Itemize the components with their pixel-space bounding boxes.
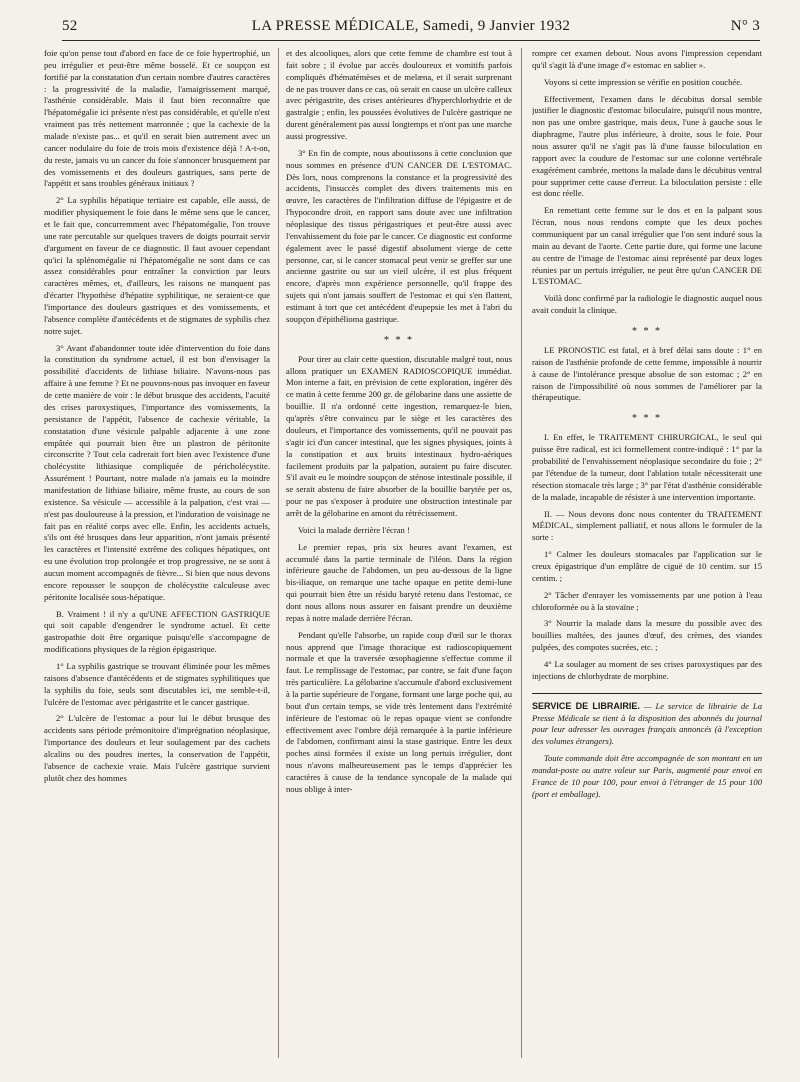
paragraph: Pour tirer au clair cette question, discutable malgré tout, nous allons pratiquer un EXAMEN RADIOSCOPIQUE immédiat. Mon interne a fait, en prévision de cette exploration, ingérer dès ce matin à cette femme 200 gr. de gélobarine dans une assiette de bouillie. Il n'a ordonné cette ingestion, remarquez-le bien, qu'après s'être convaincu par le siège et les caractères des douleurs, et l'importance des vomissements, qu'il ne pouvait pas s'agir ici d'un cancer intestinal, que les signes physiques, joints à la constipation et aux bruits intestinaux hydro-aériques facilement produits par la palpation, auraient pu faire discuter. S'il avait eu le moindre soupçon de sténose intestinale possible, il se serait abstenu de faire absorber de la bouillie barytée per os, pour ne pas s'exposer à produire une obstruction intestinale par arrêt de la gélobarine en amont du rétrécissement. — [286, 353, 512, 518]
paragraph: Voyons si cette impression se vérifie en position couchée. — [544, 76, 743, 87]
paragraph: LE PRONOSTIC est fatal, et à bref délai sans doute : 1° en raison de l'asthénie profonde de cette femme, impossible à nourrir à cause de l'intolérance presque absolue de son estomac ; 2° en raison de l'impossibilité où nous sommes de l'améliorer par la thérapeutique. — [532, 345, 762, 403]
paragraph: Voici la malade derrière l'écran ! — [298, 524, 410, 535]
notice-text: — Le service de librairie de La Presse Médicale se tient à la disposition des abonnés du journal pour leur adresser les ouvrages français annoncés (à l'exception des volumes étrangers). — [532, 700, 762, 747]
column-rule-1 — [278, 48, 279, 1058]
paragraph: II. — Nous devons donc nous contenter du TRAITEMENT MÉDICAL, simplement palliatif, et nous allons le formuler de la sorte : — [532, 508, 762, 543]
paragraph: et des alcooliques, alors que cette femme de chambre est tout à fait sobre ; il évolue par accès douloureux et vomitifs parfois compliqués d'hématémèses et de melæna, et il serait surprenant de ne pas trouver dans ce cas, où serait en cause un ulcère calleux avec périgastrite, des crises antérieures d'hyperchlorhydrie et de gastralgie ; enfin, les poussées évolutives de l'ulcère gastrique ne durent généralement pas aussi longtemps et n'ont pas une marche aussi progressive. — [286, 48, 512, 142]
paragraph: Le premier repas, pris six heures avant l'examen, est accumulé dans la partie terminale de l'iléon. Dans la région inférieure gauche de l'abdomen, un peu au-dessous de la ligne bis-iliaque, on remarque une tache opaque en petite demi-lune qui pourrait bien être un résidu baryté retenu dans l'estomac, ce dont nous allons nous assurer en faisant prendre un deuxième repas à notre malade derrière l'écran. — [286, 541, 512, 623]
paragraph: rompre cet examen debout. Nous avons l'impression cependant qu'il s'agit là d'une image d'« estomac en sablier ». — [532, 48, 762, 70]
paragraph: foie qu'on pense tout d'abord en face de ce foie hypertrophié, un peu irrégulier et peut-être même bosselé. Et ce soupçon est fortifié par la constatation d'un certain nombre d'autres caractères : la progressivité de la maladie, l'amaigrissement marqué, l'asthénie considérable. Mais il faut bien reconnaître que l'hépatomégalie ici présente n'est pas considérable, et qu'elle n'est vraiment pas très nettement marronnée ; que la cachexie de la malade n'existe pas... et qu'il en serait bien autrement avec un cancer nodulaire du foie de trois mois d'existence déjà ! A-t-on, du reste, jamais vu un cancer du foie s'annoncer brusquement par des vomissements et des douleurs gastriques, sans perte de l'appétit et sans troubles généraux initiaux ? — [44, 48, 270, 189]
paragraph: 1° La syphilis gastrique se trouvant éliminée pour les mêmes raisons d'absence d'antécédents et de stigmates syphilitiques que la syphilis du foie, seuls sont discutables ici, me semble-t-il, l'ulcère de l'estomac avec périgastrite et le cancer gastrique. — [44, 660, 270, 707]
notice-paragraph — [532, 700, 762, 748]
section-separator: * * * — [632, 326, 662, 338]
page-header — [62, 14, 760, 41]
paragraph: 2° Tâcher d'enrayer les vomissements par une potion à l'eau chloroformée ou à la stovaïne ; — [532, 589, 762, 612]
paragraph: 1° Calmer les douleurs stomacales par l'application sur le creux épigastrique d'un emplâtre de ciguë de 10 centim. sur 15 centim. ; — [532, 549, 762, 583]
paragraph: 3° En fin de compte, nous aboutissons à cette conclusion que nous sommes en présence d'UN CANCER DE L'ESTOMAC. Dès lors, nous comprenons la constance et la progressivité des accidents, l'insuccès complet des divers traitements mis en œuvre, les caractères de l'infiltration diffuse de l'épigastre et de l'hypocondre droit, en rapport sans doute avec une infiltration néoplasique des tissus périgastriques et peut-être aussi avec l'envahissement du foie par le cancer. Ce diagnostic est conforme également avec le passé digestif absolument vierge de cette personne, car, si le cancer stomacal peut venir se greffer sur une ancienne gastrite ou sur un vieil ulcère, il est plus fréquent encore, d'après mon expérience personnelle, qu'il frappe des sujets qui n'ont jamais souffert de l'estomac et qui s'en flattent, estimant à tort que cet antécédent d'eupepsie les met à l'abri du soupçon d'épithélioma gastrique. — [286, 147, 512, 324]
column-3 — [532, 48, 762, 1070]
notice-heading: SERVICE DE LIBRAIRIE. — [532, 700, 640, 711]
paragraph: I. En effet, le TRAITEMENT CHIRURGICAL, le seul qui puisse être radical, est ici formellement contre-indiqué : 1° par la probabilité de l'envahissement néoplasique secondaire du foie ; 2° par l'étendue de la tumeur, dont l'ablation totale nécessiterait une résection stomacale très large ; 3° par l'état d'asthénie considérable de la malade, incapable de résister à une intervention importante. — [532, 432, 762, 502]
notice-text: Toute commande doit être accompagnée de son montant en un mandat-poste ou autre valeur sur Paris, augmenté pour envoi en France de 10 pour 100, pour envoi à l'étranger de 15 pour 100 (port et emballage). — [532, 753, 762, 799]
page-number: 52 — [62, 18, 78, 34]
paragraph: 4° La soulager au moment de ses crises paroxystiques par des injections de chlorhydrate de morphine. — [532, 658, 762, 681]
issue-number: N° 3 — [730, 18, 760, 34]
paragraph: 3° Avant d'abandonner toute idée d'intervention du foie dans la constitution du syndrome actuel, il est bon d'envisager la possibilité d'accidents de lithiase biliaire. N'avons-nous pas affaire à une femme ? Et ne pouvons-nous pas invoquer en faveur de cette manière de voir : le début brusque des accidents, l'acuité des crises paroxystiques, l'importance des vomissements, la persistance de l'appétit, l'absence de cachexie véritable, la constatation d'une vésicule palpable adjacente à une zone empâtée qui pourrait bien être un plastron de péritonite circonscrite ? Tout cela cadrerait fort bien avec l'existence d'une cholécystite lithiasique compliquée de péricholécystite. Assurément ! Pourtant, notre malade n'a jamais eu la moindre manifestation de lithiase biliaire, même fruste, au cours de son existence. Sa vésicule — accessible à la palpation, c'est vrai — n'est pas douloureuse à la pression, et l'induration de voisinage ne fait pas en réalité corps avec elle. Enfin, les accidents actuels, s'ils ont été brusques dans leur apparition, n'ont jamais présenté les caractères et l'intensité extrême des coliques hépatiques, ont eu une évolution trop prolongée et trop progressive, ne se sont à aucun moment accompagnés de fièvre... Si bien que nous devons encore repousser le soupçon de cholécystite calculeuse avec péritonite localisée sous-hépatique. — [44, 342, 270, 602]
paragraph: Pendant qu'elle l'absorbe, un rapide coup d'œil sur le thorax nous apprend que l'image thoracique est radioscopiquement normale et que la traversée œsophagienne s'effectue comme il faut. Le remplissage de l'estomac, par contre, se fait d'une façon très particulière. La gélobarine s'accumule d'abord exclusivement à la partie supérieure de l'organe, formant une large poche qui, au bout d'un certain temps, se vide très lentement dans l'extrémité inférieure de l'estomac où le repas opaque vient se confondre effectivement avec l'ombre déjà remarquée à la partie inférieure de l'abdomen, confirmant ainsi la stase gastrique. Entre les deux poches ainsi formées il existe un long pertuis irrégulier, dont nous n'avons malheureusement pas le temps d'apprécier les caractères à cause de la tendance syncopale de la malade qui nous oblige à inter- — [286, 629, 512, 794]
library-service-notice — [532, 693, 762, 801]
paragraph: 3° Nourrir la malade dans la mesure du possible avec des bouillies maltées, des jaunes d'œuf, des crèmes, des viandes pulpées, des compotes sucrées, etc. ; — [532, 618, 762, 653]
paragraph: En remettant cette femme sur le dos et en la palpant sous l'écran, nous nous rendons compte que les deux poches communiquent par un canal irrégulier que l'on sent induré sous la main au devant de l'aorte. Cette partie dure, qui forme une lacune au centre de l'image de l'estomac ainsi représenté par deux loges réunies par un pertuis irrégulier, ne peut être qu'un CANCER DE L'ESTOMAC. — [532, 205, 762, 287]
section-separator: * * * — [384, 334, 414, 346]
notice-paragraph — [532, 753, 762, 800]
journal-title: LA PRESSE MÉDICALE, Samedi, 9 Janvier 1932 — [251, 18, 571, 34]
paragraph: B. Vraiment ! il n'y a qu'UNE AFFECTION GASTRIQUE qui soit capable d'engendrer le syndrome actuel. Et cette gastropathie doit être organique puisqu'elle s'accompagne de modifications physiques de la région épigastrique. — [44, 608, 270, 655]
paragraph: 2° L'ulcère de l'estomac a pour lui le début brusque des accidents sans période prémonitoire d'imprégnation néoplasique, l'importance des douleurs et leur soulagement par des cachets alcalins ou des poudres inertes, la conservation de l'appétit, l'absence de cachexie vraie. Mais l'ulcère gastrique survient plutôt chez des hommes — [44, 713, 270, 783]
section-separator: * * * — [632, 413, 662, 425]
column-rule-2 — [521, 48, 522, 1058]
paragraph: Voilà donc confirmé par la radiologie le diagnostic auquel nous avait conduit la clinique. — [532, 293, 762, 316]
paragraph: Effectivement, l'examen dans le décubitus dorsal semble justifier le diagnostic d'estomac biloculaire, puisqu'il nous montre, non pas une ombre gastrique, mais deux, l'une à gauche sous le diaphragme, l'autre plus inférieure, à droite, sous le foie. Pour nous assurer qu'il ne s'agit pas là d'une fausse biloculation en rapport avec la coudure de l'estomac sur une colonne vertébrale exagérément cambrée, mettons la malade dans le décubitus ventral pour supprimer cette cause d'erreur. La biloculation persiste : elle est donc réelle. — [532, 93, 762, 199]
paragraph: 2° La syphilis hépatique tertiaire est capable, elle aussi, de modifier physiquement le foie dans le même sens que le cancer, et le fait que, concurremment avec l'hépatomégalie, l'on trouve une rate percutable sur quelques travers de doigts pourrait servir d'argument en faveur de ce diagnostic. Il faut avouer cependant qu'ici la splénomégalie ni l'hépatomégalie ne sont dans ce cas assez considérables pour entraîner la conviction par leurs caractères mêmes, et, d'ailleurs, les raisons ne manquent pas d'écarter l'hypothèse d'hépatite syphilitique, ne seraient-ce que l'importance des douleurs gastriques et des vomissements, et l'absence complète d'antécédents et de stigmates de syphilis chez notre sujet. — [44, 195, 270, 336]
column-2 — [286, 48, 512, 1070]
column-1 — [44, 48, 270, 1070]
